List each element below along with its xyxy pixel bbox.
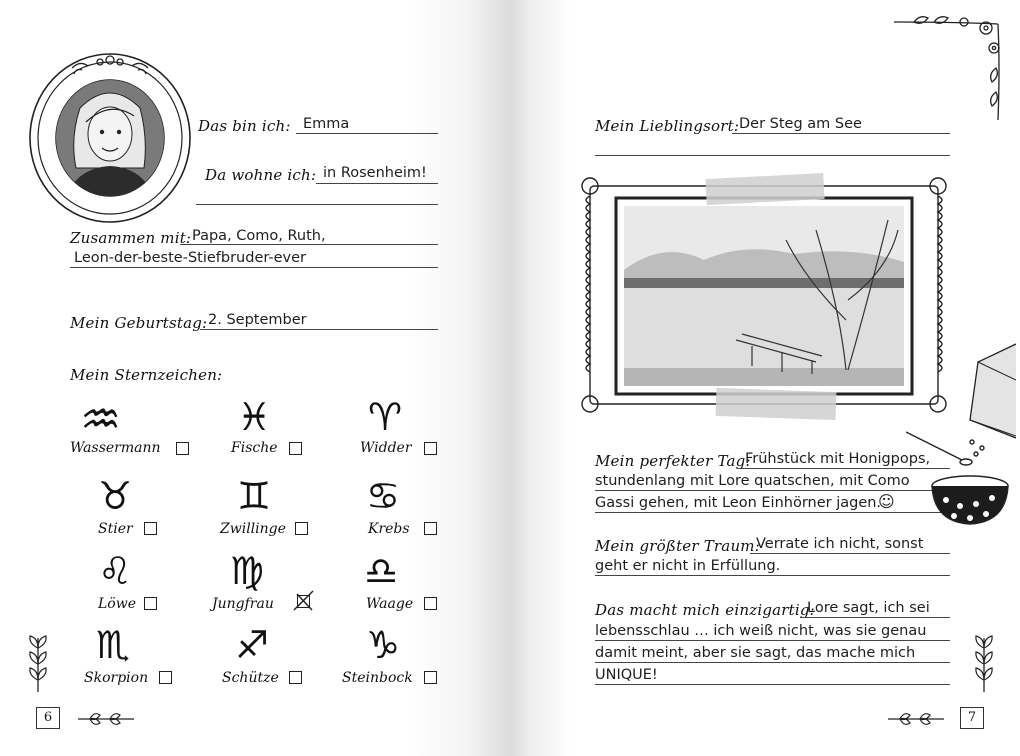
fav-place-label: Mein Lieblingsort:	[595, 117, 740, 135]
zodiac-name: Fische	[231, 440, 278, 456]
zodiac-name: Steinbock	[342, 670, 413, 686]
leaf-sprig-icon	[26, 634, 50, 694]
unique-line-1: Lore sagt, ich sei	[807, 600, 930, 616]
sagittarius-icon: ♐	[235, 623, 270, 667]
dream-label: Mein größter Traum:	[595, 537, 760, 555]
dream-line-1: Verrate ich nicht, sonst	[756, 536, 924, 552]
unique-label: Das macht mich einzigartig:	[595, 601, 815, 619]
together-line-1	[180, 244, 438, 245]
perfect-day-rule-2	[595, 490, 950, 491]
zodiac-checkbox[interactable]	[289, 671, 302, 684]
perfect-day-line-1: Frühstück mit Honigpops,	[745, 451, 931, 467]
zodiac-checkbox[interactable]	[159, 671, 172, 684]
libra-icon: ♎	[364, 549, 399, 593]
dream-line-2: geht er nicht in Erfüllung.	[595, 558, 781, 574]
fav-place-line-2	[595, 155, 950, 156]
home-label: Da wohne ich:	[205, 166, 317, 184]
virgo-icon: ♍	[230, 549, 265, 593]
together-value-2: Leon-der-beste-Stiefbruder-ever	[74, 250, 307, 266]
zodiac-checkbox[interactable]	[176, 442, 189, 455]
zodiac-name: Skorpion	[84, 670, 149, 686]
flourish-icon	[76, 710, 136, 728]
home-line-2	[196, 204, 438, 205]
home-line	[316, 183, 438, 184]
unique-rule-3	[595, 662, 950, 663]
birthday-value: 2. September	[208, 312, 307, 328]
perfect-day-line-2: stundenlang mit Lore quatschen, mit Como	[595, 473, 910, 489]
pisces-icon: ♓	[237, 395, 272, 439]
zodiac-name: Stier	[98, 521, 133, 537]
cereal-bowl-icon	[906, 420, 1016, 530]
zodiac-checkbox[interactable]	[144, 597, 157, 610]
leo-icon: ♌	[98, 549, 133, 593]
unique-rule-4	[595, 684, 950, 685]
portrait-avatar	[40, 68, 180, 208]
aries-icon: ♈	[368, 395, 403, 439]
name-label: Das bin ich:	[198, 117, 291, 135]
scorpio-icon: ♏	[96, 623, 131, 667]
taurus-icon: ♉	[98, 474, 133, 518]
page-number: 7	[960, 707, 984, 729]
zodiac-name: Zwillinge	[220, 521, 286, 537]
lake-picture	[576, 170, 956, 420]
zodiac-label: Mein Sternzeichen:	[70, 366, 223, 384]
zodiac-checkbox[interactable]	[424, 442, 437, 455]
zodiac-checkbox[interactable]	[424, 671, 437, 684]
perfect-day-rule-3	[595, 512, 950, 513]
zodiac-checkbox[interactable]	[144, 522, 157, 535]
zodiac-name: Schütze	[222, 670, 279, 686]
capricorn-icon: ♑	[366, 623, 401, 667]
zodiac-name: Widder	[360, 440, 412, 456]
dream-rule-1	[750, 553, 950, 554]
flourish-icon	[886, 710, 946, 728]
smiley-icon: ☺	[878, 492, 895, 511]
fav-place-value: Der Steg am See	[739, 116, 862, 132]
zodiac-name: Krebs	[368, 521, 410, 537]
zodiac-checkbox[interactable]	[295, 522, 308, 535]
leaf-sprig-icon	[972, 634, 996, 694]
name-line	[296, 133, 438, 134]
zodiac-name: Waage	[366, 596, 414, 612]
birthday-label: Mein Geburtstag:	[70, 314, 208, 332]
together-line-2	[70, 267, 438, 268]
unique-line-3: damit meint, aber sie sagt, das mache mich	[595, 645, 916, 661]
birthday-line	[200, 329, 438, 330]
zodiac-checkbox[interactable]	[289, 442, 302, 455]
gemini-icon: ♊	[237, 474, 272, 518]
zodiac-checkbox[interactable]	[424, 597, 437, 610]
unique-rule-2	[595, 640, 950, 641]
unique-rule-1	[800, 617, 950, 618]
checkmark-cross-icon	[291, 588, 317, 614]
together-value-1: Papa, Como, Ruth,	[192, 228, 326, 244]
dream-rule-2	[595, 575, 950, 576]
aquarius-icon: ♒	[80, 392, 122, 446]
unique-line-2: lebensschlau … ich weiß nicht, was sie genau	[595, 623, 927, 639]
page-number: 6	[36, 707, 60, 729]
unique-line-4: UNIQUE!	[595, 667, 658, 683]
name-value: Emma	[303, 116, 350, 132]
corner-floral-icon	[894, 8, 1014, 128]
home-value: in Rosenheim!	[323, 165, 427, 181]
zodiac-name: Wassermann	[70, 440, 161, 456]
right-page	[510, 0, 1020, 756]
cancer-icon: ♋	[366, 474, 401, 518]
fav-place-line	[732, 133, 950, 134]
zodiac-checkbox[interactable]	[424, 522, 437, 535]
zodiac-name: Jungfrau	[212, 596, 274, 612]
perfect-day-line-3: Gassi gehen, mit Leon Einhörner jagen.	[595, 495, 882, 511]
zodiac-name: Löwe	[98, 596, 136, 612]
together-label: Zusammen mit:	[70, 229, 192, 247]
perfect-day-label: Mein perfekter Tag:	[595, 452, 751, 470]
